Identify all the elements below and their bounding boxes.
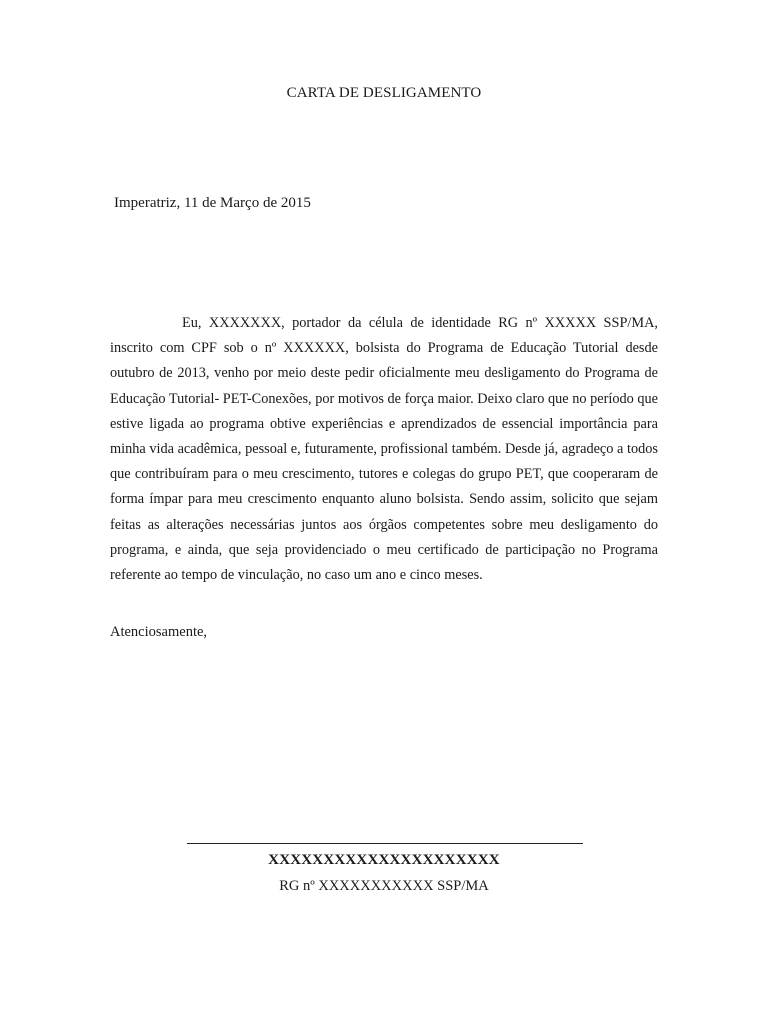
signature-rg: RG nº XXXXXXXXXXX SSP/MA	[279, 878, 489, 894]
closing-line: Atenciosamente,	[110, 624, 208, 640]
signature-line	[187, 843, 583, 844]
signature-name: XXXXXXXXXXXXXXXXXXXXX	[268, 852, 500, 868]
document-title: CARTA DE DESLIGAMENTO	[286, 85, 482, 101]
body-paragraph: Eu, XXXXXXX, portador da célula de identidade RG nº XXXXX SSP/MA, inscrito com CPF sob o nº XXXXXX, bolsista do Programa de Educação Tutorial desde outubro de 2013, venho por meio deste pedir oficialmente meu desligamento do Programa de Educação Tutorial- PET-Conexões, por motivos de força maior. Deixo claro que no período que estive ligada ao programa obtive experiências e aprendizados de essencial importância para minha vida acadêmica, pessoal e, futuramente, profissional também. Desde já, agradeço a todos que contribuíram para o meu crescimento, tutores e colegas do grupo PET, que cooperaram de forma ímpar para meu crescimento enquanto aluno bolsista. Sendo assim, solicito que sejam feitas as alterações necessárias juntos aos órgãos competentes sobre meu desligamento do programa, e ainda, que seja providenciado o meu certificado de participação no Programa referente ao tempo de vinculação, no caso um ano e cinco meses.	[110, 315, 658, 584]
date-line: Imperatriz, 11 de Março de 2015	[114, 195, 311, 211]
